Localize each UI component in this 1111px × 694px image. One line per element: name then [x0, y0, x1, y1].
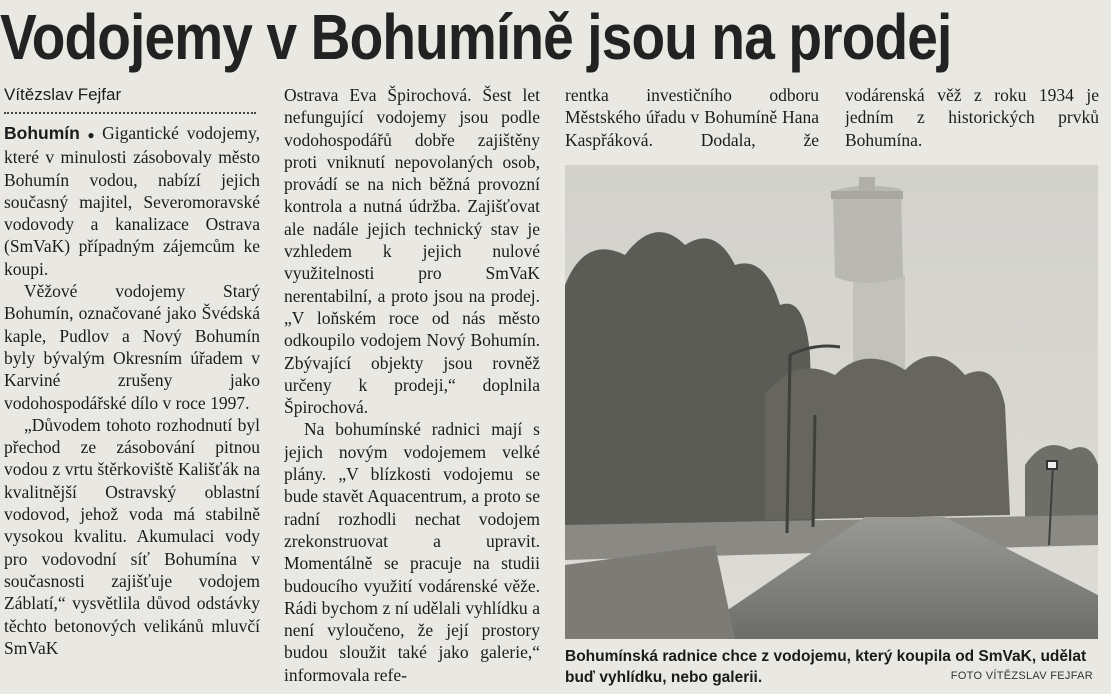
bullet-separator: ●	[83, 128, 99, 142]
article-column-2	[284, 84, 540, 694]
headline: Vodojemy v Bohumíně jsou na prodej	[0, 1, 952, 73]
photo-caption: Bohumínská radnice chce z vodojemu, který koupila od SmVaK, udělat buď vyhlídku, nebo galerii.	[565, 648, 1087, 686]
lead-paragraph	[4, 122, 260, 280]
photo-credit: FOTO VÍTĚZSLAV FEJFAR	[950, 670, 1093, 682]
paragraph: vodárenská věž z roku 1934 je jedním z historických prvků Bohumína.	[845, 85, 1099, 150]
article-column-4	[845, 84, 1099, 154]
article-column-1	[4, 122, 260, 694]
paragraph: Ostrava Eva Špirochová. Šest let nefungující vodojemy jsou podle vodohospodářů dobře zajištěny proti vniknutí nepovolaných osob, provádí se na nich běžná provozní kontrola a nutná údržba. Zajišťovat ale nadále jejich technický stav je vzhledem k jejich nulové využitelnosti pro SmVaK nerentabilní, a proto jsou na prodej. „V loňském roce od nás město odkoupilo vodojem Nový Bohumín. Zbývající objekty jsou rovněž určeny k prodeji,“ doplnila Špirochová.	[284, 85, 540, 418]
paragraph: „Důvodem tohoto rozhodnutí byl přechod ze zásobování pitnou vodou z vrtu štěrkoviště Kališťák na kvalitnější Ostravský oblastní vodovod, jehož voda má stabilně vysokou kvalitu. Akumulaci vody pro vodovodní síť Bohumína v současnosti zajišťuje vodojem Záblatí,“ vysvětlila důvod odstávky těchto betonových velikánů mluvčí SmVaK	[4, 414, 260, 658]
article-column-3	[565, 84, 819, 154]
water-tower-photo	[565, 165, 1098, 639]
paragraph: rentka investičního odboru Městského úřadu v Bohumíně Hana Kaspřáková. Dodala, že	[565, 85, 819, 150]
paragraph-text: Gigantické vodojemy, které v minulosti zásobovaly město Bohumín vodou, nabízí jejich současný majitel, Severomoravské vodovody a kanalizace Ostrava (SmVaK) případným zájemcům ke koupi.	[4, 123, 260, 279]
paragraph: Na bohumínské radnici mají s jejich novým vodojemem velké plány. „V blízkosti vodojemu se bude stavět Aquacentrum, a proto se radní rozhodli nechat vodojem zrekonstruovat a upravit. Momentálně se pracuje na studii budoucího využití vodárenské věže. Rádi bychom z ní udělali vyhlídku a není vyloučeno, že její prostory budou sloužit také jako galerie,“ informovala refe-	[284, 419, 540, 685]
lead-location: Bohumín	[4, 123, 80, 143]
paragraph: Věžové vodojemy Starý Bohumín, označované jako Švédská kaple, Pudlov a Nový Bohumín byly bývalým Okresním úřadem v Karviné zrušeny jako vodohospodářské dílo v roce 1997.	[4, 281, 260, 413]
author-byline: Vítězslav Fejfar	[4, 84, 256, 114]
